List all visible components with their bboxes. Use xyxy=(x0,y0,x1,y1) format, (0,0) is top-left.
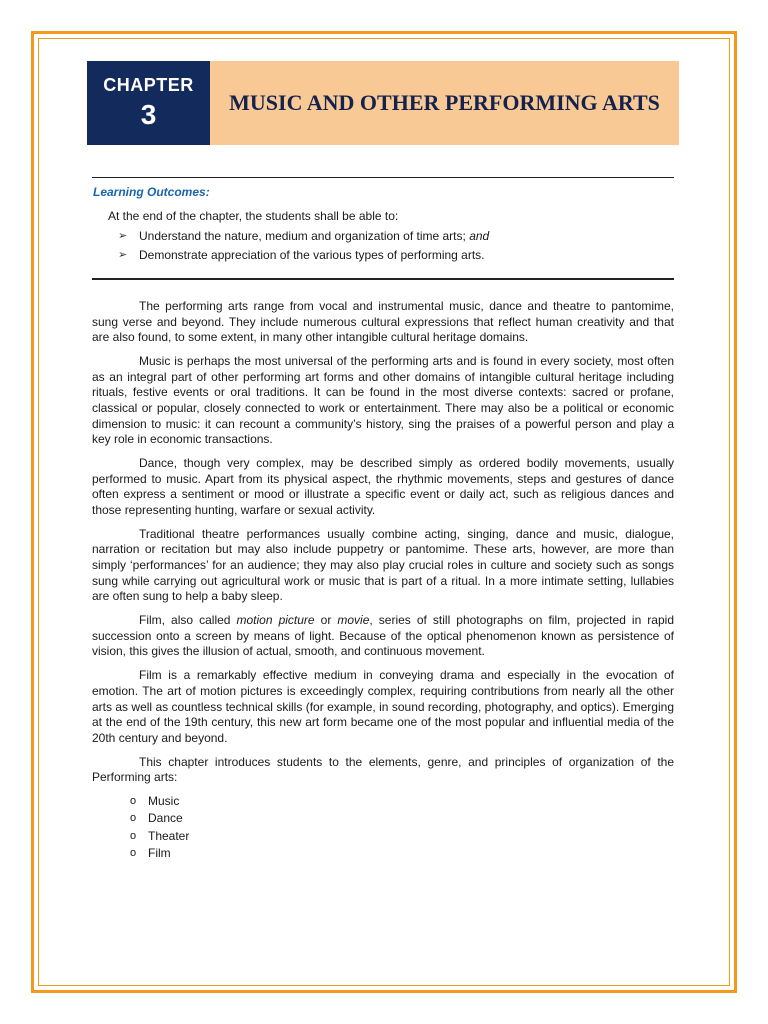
circle-bullet-icon: o xyxy=(130,829,137,842)
chapter-title: MUSIC AND OTHER PERFORMING ARTS xyxy=(210,61,679,145)
chapter-badge xyxy=(87,61,210,145)
chapter-number: 3 xyxy=(140,99,157,130)
list-item xyxy=(130,845,674,863)
divider-top xyxy=(92,177,674,178)
list-item xyxy=(118,245,658,264)
circle-bullet-icon: o xyxy=(130,794,137,807)
circle-bullet-icon: o xyxy=(130,812,137,825)
arrow-bullet-icon: ➢ xyxy=(118,249,128,261)
list-item-label: Dance xyxy=(148,811,183,826)
paragraph-music: Music is perhaps the most universal of the performing arts and is found in every society, most often as an integral part of other performing art forms and other domains of intangible cultural heritage including rituals, festive events or oral traditions. It can be found in the most diverse contexts: sacred or profane, classical or popular, closely connected to work or entertainment. There may also be a political or economic dimension to music: it can recount a community’s history, sing the praises of a powerful person and play a key role in economic transactions. xyxy=(92,354,674,447)
divider-bottom xyxy=(92,278,674,280)
learning-outcomes-heading: Learning Outcomes: xyxy=(93,185,210,199)
list-item-label: Film xyxy=(148,846,171,861)
paragraph-chapter-intro: This chapter introduces students to the elements, genre, and principles of organization of the Performing arts: xyxy=(92,754,674,785)
list-item xyxy=(130,828,674,846)
paragraph-film-definition: Film, also called motion picture or movie, series of still photographs on film, projected in rapid succession onto a screen by means of light. Because of the optical phenomenon known as persistence of vision, this gives the illusion of actual, smooth, and continuous movement. xyxy=(92,613,674,659)
chapter-header xyxy=(87,61,679,145)
arrow-bullet-icon: ➢ xyxy=(118,230,128,242)
chapter-label: CHAPTER xyxy=(103,75,194,95)
list-item xyxy=(130,810,674,828)
list-item xyxy=(130,793,674,811)
outcome-text: Demonstrate appreciation of the various types of performing arts. xyxy=(139,247,485,262)
paragraph-theatre: Traditional theatre performances usually combine acting, singing, dance and music, dialogue, narration or recitation but may also include puppetry or pantomime. These arts, however, are more than simply ‘performances’ for an audience; they may also play crucial roles in culture and society such as songs sung while carrying out agricultural work or music that is part of a ritual. In a more intimate setting, lullabies are often sung to help a baby sleep. xyxy=(92,526,674,604)
chapter-body xyxy=(92,299,674,863)
list-item xyxy=(118,226,658,245)
performing-arts-list xyxy=(92,793,674,863)
learning-outcomes-intro: At the end of the chapter, the students shall be able to: xyxy=(108,209,399,223)
paragraph-performing-arts: The performing arts range from vocal and instrumental music, dance and theatre to pantomime, sung verse and beyond. They include numerous cultural expressions that reflect human creativity and that are also found, to some extent, in many other intangible cultural heritage domains. xyxy=(92,299,674,345)
paragraph-dance: Dance, though very complex, may be described simply as ordered bodily movements, usually performed to music. Apart from its physical aspect, the rhythmic movements, steps and gestures of dance often express a sentiment or mood or illustrate a specific event or daily act, such as religious dances and those representing hunting, warfare or sexual activity. xyxy=(92,456,674,517)
outcome-text: Understand the nature, medium and organization of time arts; and xyxy=(139,228,490,243)
list-item-label: Theater xyxy=(148,828,190,843)
learning-outcomes-list xyxy=(118,226,658,264)
paragraph-film-medium: Film is a remarkably effective medium in conveying drama and especially in the evocation of emotion. The art of motion pictures is exceedingly complex, requiring contributions from nearly all the other arts as well as countless technical skills (for example, in sound recording, photography, and optics). Emerging at the end of the 19th century, this new art form became one of the most popular and influential media of the 20th century and beyond. xyxy=(92,668,674,745)
list-item-label: Music xyxy=(148,793,180,808)
circle-bullet-icon: o xyxy=(130,847,137,860)
